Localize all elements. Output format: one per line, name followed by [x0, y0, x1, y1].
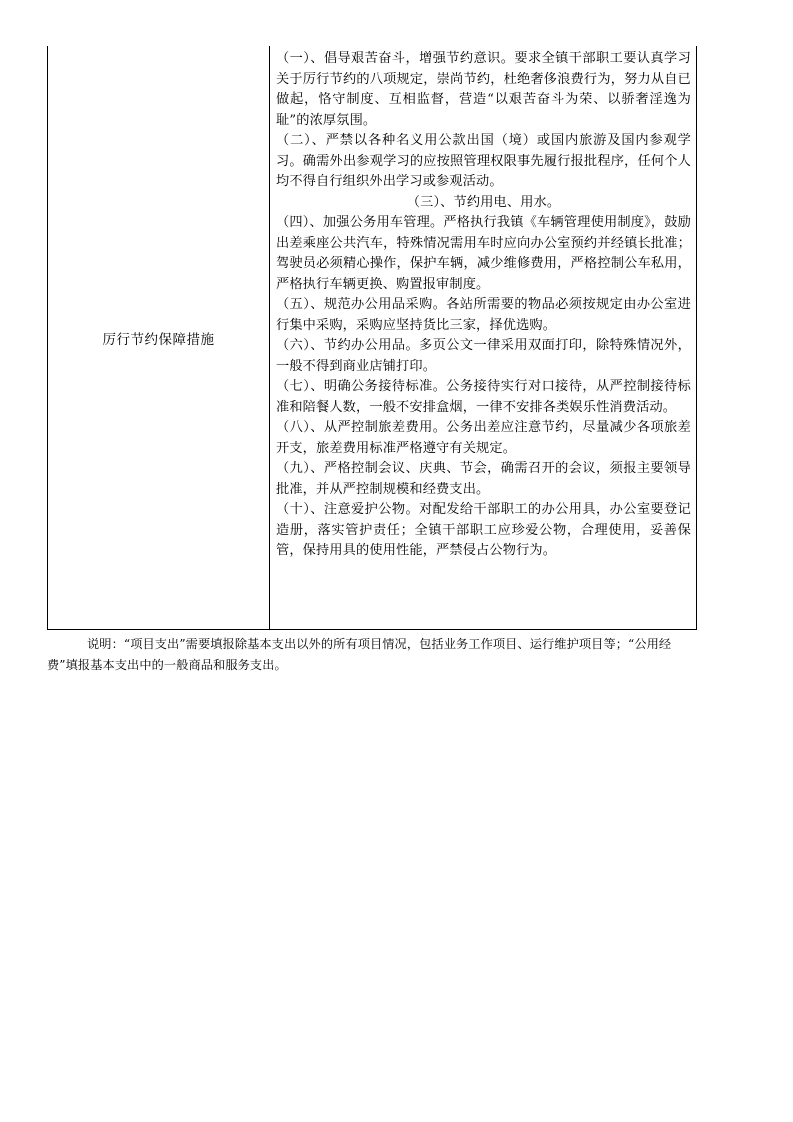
measure-paragraph-2: （二）、严禁以各种名义用公款出国（境）或国内旅游及国内参观学习。确需外出参观学习的应按照管理权限事先履行报批程序，任何个人均不得自行组织外出学习或参观活动。 [276, 133, 691, 189]
measure-paragraph-4: （四）、加强公务用车管理。严格执行我镇《车辆管理使用制度》，鼓励出差乘座公共汽车，特殊情况需用车时应向办公室预约并经镇长批准；驾驶员必须精心操作，保护车辆，减少维修费用，严格控制公车私用，严格执行车辆更换、购置报审制度。 [276, 215, 691, 292]
row-label: 厉行节约保障措施 [102, 331, 215, 348]
measures-table [47, 46, 697, 630]
measure-paragraph-1: （一）、倡导艰苦奋斗，增强节约意识。要求全镇干部职工要认真学习关于厉行节约的八项规定，崇尚节约，杜绝奢侈浪费行为，努力从自已做起，恪守制度、互相监督，营造“以艰苦奋斗为荣、以骄奢淫逸为耻”的浓厚氛围。 [276, 51, 691, 128]
measure-paragraph-8: （八）、从严控制旅差费用。公务出差应注意节约，尽量减少各项旅差开支，旅差费用标准严格遵守有关规定。 [276, 420, 691, 456]
measure-paragraph-9: （九）、严格控制会议、庆典、节会，确需召开的会议，须报主要领导批准，并从严控制规模和经费支出。 [276, 461, 691, 497]
measures-content-cell [270, 46, 696, 629]
row-label-cell [48, 46, 270, 629]
footnote: 说明：“项目支出”需要填报除基本支出以外的所有项目情况，包括业务工作项目、运行维护项目等；“公用经费”填报基本支出中的一般商品和服务支出。 [47, 637, 672, 672]
measure-paragraph-3: （三）、节约用电、用水。 [406, 194, 561, 210]
measure-paragraph-6: （六）、节约办公用品。多页公文一律采用双面打印，除特殊情况外，一般不得到商业店铺打印。 [276, 338, 691, 374]
measure-paragraph-7: （七）、明确公务接待标准。公务接待实行对口接待，从严控制接待标准和陪餐人数，一般不安排盒烟，一律不安排各类娱乐性消费活动。 [276, 379, 691, 415]
measure-paragraph-10: （十）、注意爱护公物。对配发给干部职工的办公用具，办公室要登记造册，落实管护责任；全镇干部职工应珍爱公物，合理使用，妥善保管，保持用具的使用性能，严禁侵占公物行为。 [276, 502, 691, 558]
measure-paragraph-5: （五）、规范办公用品采购。各站所需要的物品必须按规定由办公室进行集中采购，采购应坚持货比三家，择优选购。 [276, 297, 691, 333]
